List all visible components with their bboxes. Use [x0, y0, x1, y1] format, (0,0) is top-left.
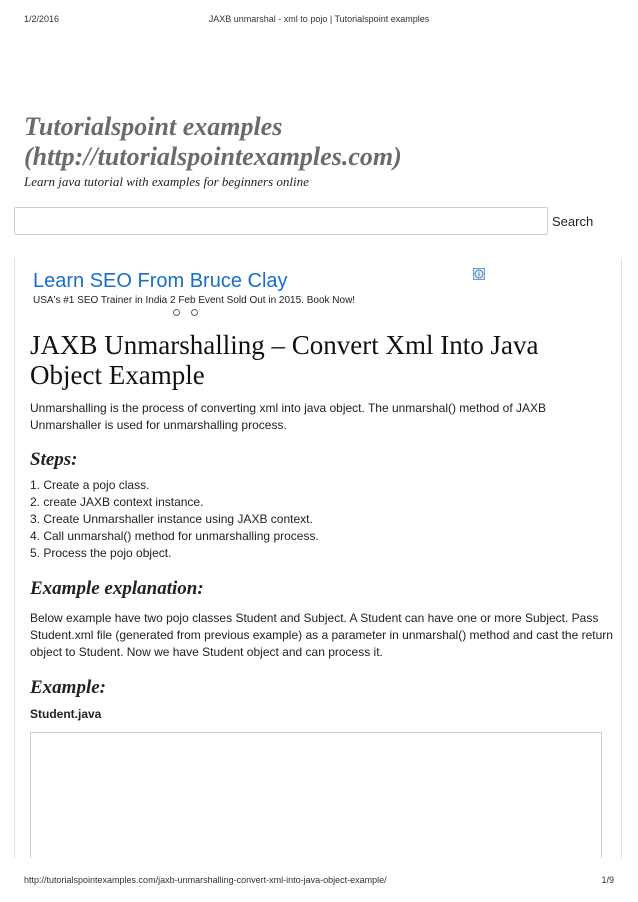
- step-item: 5. Process the pojo object.: [30, 546, 172, 560]
- step-item: 4. Call unmarshal() method for unmarshalling process.: [30, 529, 319, 543]
- print-page-title: JAXB unmarshal - xml to pojo | Tutorialspoint examples: [208, 14, 430, 24]
- site-title-link[interactable]: Tutorialspoint examples (http://tutorialspointexamples.com): [24, 112, 402, 171]
- page-number: 1/9: [601, 875, 614, 885]
- search-input[interactable]: [14, 207, 548, 235]
- article-intro: Unmarshalling is the process of converting xml into java object. The unmarshal() method of JAXB Unmarshaller is used for unmarshalling process.: [30, 401, 547, 432]
- ad-description: USA's #1 SEO Trainer in India 2 Feb Event Sold Out in 2015. Book Now!: [33, 295, 356, 306]
- steps-list: [30, 477, 319, 562]
- explanation-paragraph: Below example have two pojo classes Student and Subject. A Student can have one or more Subject. Pass Student.xml file (generated from previous example) as a parameter in unmarshal() method and cast the return object to Student. Now we have Student object and can process it.: [30, 611, 613, 659]
- ad-headline-link[interactable]: Learn SEO From Bruce Clay: [33, 270, 288, 292]
- search-button[interactable]: Search: [552, 210, 608, 232]
- ad-pager-dot[interactable]: [191, 309, 198, 316]
- step-item: 1. Create a pojo class.: [30, 478, 150, 492]
- explanation-heading: Example explanation:: [30, 578, 204, 599]
- file-label: Student.java: [30, 707, 102, 721]
- site-tagline: Learn java tutorial with examples for beginners online: [24, 174, 309, 189]
- print-url: http://tutorialspointexamples.com/jaxb-unmarshalling-convert-xml-into-java-object-example/: [24, 875, 387, 885]
- info-icon[interactable]: [473, 268, 485, 280]
- ad-pager-dot[interactable]: [173, 309, 180, 316]
- steps-heading: Steps:: [30, 449, 78, 470]
- code-block: [30, 732, 602, 858]
- article-title: JAXB Unmarshalling – Convert Xml Into Java Object Example: [30, 330, 539, 390]
- step-item: 2. create JAXB context instance.: [30, 495, 204, 509]
- print-date: 1/2/2016: [24, 14, 60, 24]
- step-item: 3. Create Unmarshaller instance using JAXB context.: [30, 512, 313, 526]
- example-heading: Example:: [30, 677, 106, 698]
